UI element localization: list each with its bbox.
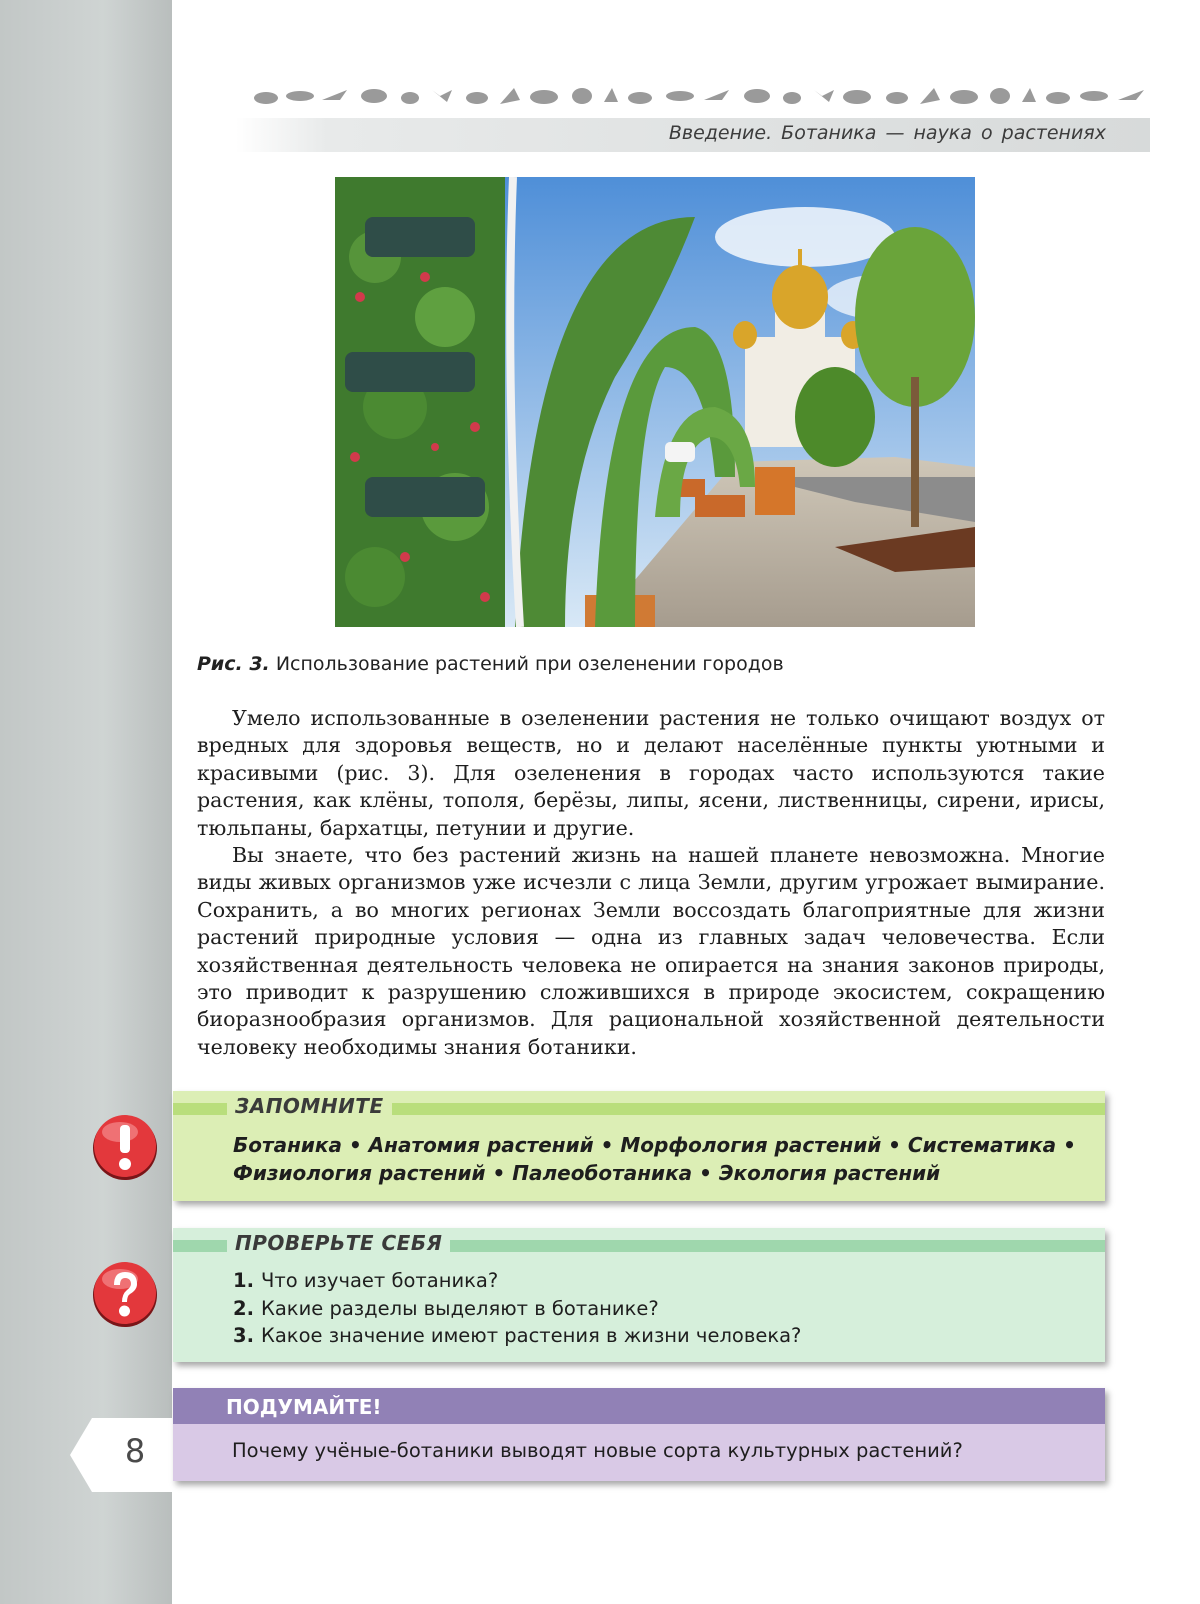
main-text: [197, 705, 1105, 1061]
figure-caption-text: Использование растений при озеленении городов: [275, 653, 784, 675]
think-box: [173, 1388, 1105, 1481]
check-title: ПРОВЕРЬТЕ СЕБЯ: [227, 1231, 450, 1255]
figure-3-photo: [335, 177, 975, 627]
figure-caption: [197, 653, 784, 675]
exclamation-icon: [90, 1112, 160, 1182]
page-number: 8: [124, 1432, 146, 1470]
remember-title: ЗАПОМНИТЕ: [227, 1094, 392, 1118]
remember-terms-line: Физиология растений • Палеоботаника • Экология растений: [233, 1161, 941, 1185]
animal-silhouettes-decoration: [252, 78, 1152, 116]
remember-terms: [233, 1131, 1093, 1187]
think-header: [173, 1388, 1105, 1424]
figure-label: Рис. 3.: [197, 653, 270, 675]
paragraph: Вы знаете, что без растений жизнь на нашей планете невозможна. Многие виды живых организмов уже исчезли с лица Земли, другим угрожает вымирание. Сохранить, а во многих регионах Земли воссоздать благоприятные для жизни растений природные условия — одна из главных задач человечества. Если хозяйственная деятельность человека не опирается на знания законов природы, это приводит к разрушению сложившихся в природе экосистем, сокращению биоразнообразия организмов. Для рациональной хозяйственной деятельности человеку необходимы знания ботаники.: [197, 843, 1105, 1059]
think-title: ПОДУМАЙТЕ!: [226, 1395, 382, 1419]
running-header: [236, 118, 1150, 152]
check-yourself-box: [173, 1228, 1105, 1362]
photo-city-greening-icon: [335, 177, 975, 627]
list-item: 2. Какие разделы выделяют в ботанике?: [233, 1296, 659, 1320]
list-item: 3. Какое значение имеют растения в жизни человека?: [233, 1324, 802, 1347]
question-list: [233, 1267, 801, 1350]
page-margin-strip: [0, 0, 172, 1604]
question-icon: [90, 1259, 160, 1329]
think-question: Почему учёные-ботаники выводят новые сорта культурных растений?: [232, 1439, 963, 1462]
chapter-title: Введение. Ботаника — наука о растениях: [668, 122, 1106, 144]
remember-box: [173, 1091, 1105, 1201]
remember-terms-line: Ботаника • Анатомия растений • Морфология растений • Систематика •: [233, 1133, 1076, 1157]
list-item: 1. Что изучает ботаника?: [233, 1269, 499, 1292]
paragraph: Умело использованные в озеленении растения не только очищают воздух от вредных для здоровья веществ, но и делают населённые пункты уютными и красивыми (рис. 3). Для озеленения в городах часто используются такие растения, как клёны, тополя, берёзы, липы, ясени, лиственницы, сирени, ирисы, тюльпаны, бархатцы, петунии и другие.: [197, 706, 1105, 840]
